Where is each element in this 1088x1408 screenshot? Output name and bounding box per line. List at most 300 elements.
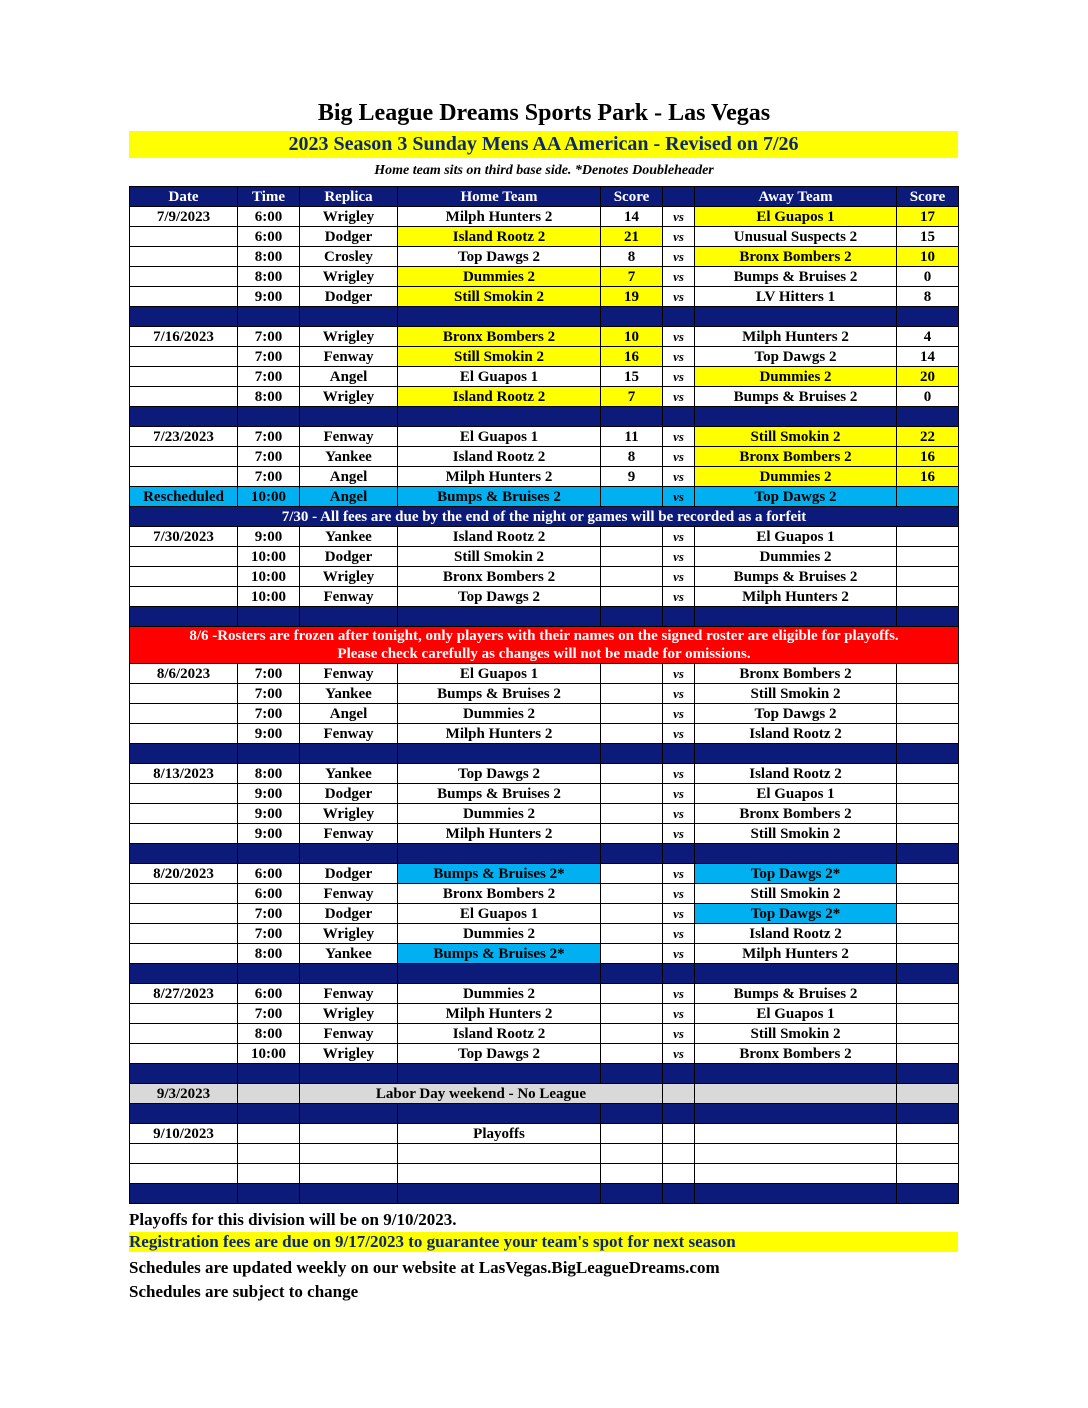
field-replica: Wrigley: [300, 924, 398, 944]
away-team: Bronx Bombers 2: [695, 247, 897, 267]
roster-alert-line: Please check carefully as changes will not be made for omissions.: [337, 646, 751, 662]
home-team: Still Smokin 2: [398, 287, 601, 307]
separator-cell: [238, 744, 300, 764]
separator-cell: [398, 407, 601, 427]
game-time: 8:00: [238, 247, 300, 267]
home-score: [601, 784, 663, 804]
game-time: 7:00: [238, 327, 300, 347]
game-time: 9:00: [238, 287, 300, 307]
game-row: [130, 684, 959, 704]
field-replica: Wrigley: [300, 804, 398, 824]
game-date: [130, 267, 238, 287]
home-score: [601, 764, 663, 784]
game-time: 6:00: [238, 227, 300, 247]
home-score: 7: [601, 267, 663, 287]
vs-cell: vs: [663, 684, 695, 704]
schedule-table: [129, 186, 959, 1204]
game-date: [130, 784, 238, 804]
home-team: Milph Hunters 2: [398, 207, 601, 227]
home-team: El Guapos 1: [398, 664, 601, 684]
home-team: Dummies 2: [398, 984, 601, 1004]
separator-cell: [695, 964, 897, 984]
field-replica: Yankee: [300, 684, 398, 704]
away-team: El Guapos 1: [695, 1004, 897, 1024]
game-date: 7/9/2023: [130, 207, 238, 227]
vs-cell: vs: [663, 267, 695, 287]
game-date: [130, 567, 238, 587]
home-score: 9: [601, 467, 663, 487]
vs-cell: vs: [663, 924, 695, 944]
separator-cell: [601, 607, 663, 627]
separator-cell: [300, 844, 398, 864]
game-row: [130, 447, 959, 467]
game-row: [130, 664, 959, 684]
home-score: [601, 527, 663, 547]
away-score: [897, 1124, 959, 1144]
game-date: 7/30/2023: [130, 527, 238, 547]
home-team: Milph Hunters 2: [398, 1004, 601, 1024]
field-replica: Fenway: [300, 884, 398, 904]
away-score: [897, 824, 959, 844]
separator-cell: [130, 964, 238, 984]
game-row: [130, 207, 959, 227]
game-time: 7:00: [238, 904, 300, 924]
away-team: Still Smokin 2: [695, 684, 897, 704]
game-date: 8/27/2023: [130, 984, 238, 1004]
footer-disclaimer: Schedules are subject to change: [129, 1282, 359, 1301]
away-team: Still Smokin 2: [695, 1024, 897, 1044]
game-time: 9:00: [238, 804, 300, 824]
field-replica: Angel: [300, 704, 398, 724]
week-separator: [130, 964, 959, 984]
fee-notice-row: [130, 507, 959, 527]
vs-cell: vs: [663, 944, 695, 964]
game-row: [130, 724, 959, 744]
separator-cell: [897, 744, 959, 764]
game-time: 10:00: [238, 487, 300, 507]
schedule-body: [130, 207, 959, 1204]
away-score: [897, 984, 959, 1004]
game-row: [130, 387, 959, 407]
game-time: 7:00: [238, 704, 300, 724]
home-score: 7: [601, 387, 663, 407]
away-team: Top Dawgs 2*: [695, 864, 897, 884]
separator-cell: [300, 307, 398, 327]
game-row: [130, 704, 959, 724]
separator-cell: [130, 607, 238, 627]
separator-cell: [601, 407, 663, 427]
game-date: [130, 1164, 238, 1184]
separator-cell: [601, 307, 663, 327]
game-time: 9:00: [238, 527, 300, 547]
away-team: Island Rootz 2: [695, 724, 897, 744]
header-replica: Replica: [300, 187, 398, 207]
away-score: 16: [897, 467, 959, 487]
away-score: [897, 764, 959, 784]
home-score: 10: [601, 327, 663, 347]
game-row: [130, 567, 959, 587]
separator-cell: [398, 1184, 601, 1204]
game-time: 7:00: [238, 467, 300, 487]
away-team: [695, 1124, 897, 1144]
header-row: [130, 187, 959, 207]
home-team: Bumps & Bruises 2: [398, 684, 601, 704]
game-row: [130, 944, 959, 964]
roster-alert-row: [130, 627, 959, 664]
game-row: [130, 984, 959, 1004]
separator-cell: [601, 844, 663, 864]
home-score: [601, 704, 663, 724]
separator-cell: [601, 964, 663, 984]
game-row: [130, 1024, 959, 1044]
home-score: 15: [601, 367, 663, 387]
home-score: [601, 924, 663, 944]
game-date: [130, 904, 238, 924]
home-team: Island Rootz 2: [398, 1024, 601, 1044]
vs-cell: vs: [663, 804, 695, 824]
home-score: [601, 724, 663, 744]
game-date: 7/16/2023: [130, 327, 238, 347]
separator-cell: [130, 1064, 238, 1084]
away-team: Still Smokin 2: [695, 884, 897, 904]
game-time: 8:00: [238, 267, 300, 287]
game-row: [130, 527, 959, 547]
field-replica: Fenway: [300, 347, 398, 367]
home-team: Bronx Bombers 2: [398, 884, 601, 904]
field-replica: Crosley: [300, 247, 398, 267]
away-team: [695, 1164, 897, 1184]
away-score: 20: [897, 367, 959, 387]
away-score: 8: [897, 287, 959, 307]
away-score: 15: [897, 227, 959, 247]
game-time: [238, 1124, 300, 1144]
separator-cell: [663, 844, 695, 864]
separator-cell: [663, 964, 695, 984]
field-replica: [300, 1144, 398, 1164]
game-row: [130, 327, 959, 347]
vs-cell: vs: [663, 227, 695, 247]
home-score: [601, 1004, 663, 1024]
header-date: Date: [130, 187, 238, 207]
vs-cell: vs: [663, 367, 695, 387]
game-row: [130, 824, 959, 844]
separator-cell: [695, 1064, 897, 1084]
separator-cell: [130, 407, 238, 427]
vs-cell: vs: [663, 884, 695, 904]
vs-cell: [663, 1084, 695, 1104]
game-time: 10:00: [238, 587, 300, 607]
away-score: [897, 1084, 959, 1104]
separator-cell: [601, 1184, 663, 1204]
away-team: Unusual Suspects 2: [695, 227, 897, 247]
game-row: [130, 764, 959, 784]
home-team: Bumps & Bruises 2: [398, 784, 601, 804]
separator-cell: [695, 1104, 897, 1124]
field-replica: Wrigley: [300, 1004, 398, 1024]
home-score: [601, 664, 663, 684]
week-separator: [130, 1184, 959, 1204]
field-replica: Fenway: [300, 427, 398, 447]
away-score: [897, 784, 959, 804]
game-row: [130, 287, 959, 307]
game-time: 7:00: [238, 447, 300, 467]
away-team: Top Dawgs 2: [695, 487, 897, 507]
header-away-team: Away Team: [695, 187, 897, 207]
game-time: 9:00: [238, 724, 300, 744]
vs-cell: vs: [663, 984, 695, 1004]
home-score: 8: [601, 247, 663, 267]
game-time: 7:00: [238, 347, 300, 367]
away-score: [897, 904, 959, 924]
away-team: Still Smokin 2: [695, 824, 897, 844]
away-team: [695, 1144, 897, 1164]
season-subtitle: 2023 Season 3 Sunday Mens AA American - Revised on 7/26: [129, 131, 958, 158]
game-time: 7:00: [238, 427, 300, 447]
field-replica: Fenway: [300, 664, 398, 684]
field-replica: Dodger: [300, 904, 398, 924]
separator-cell: [897, 1104, 959, 1124]
away-score: 0: [897, 387, 959, 407]
separator-cell: [695, 307, 897, 327]
game-row: [130, 227, 959, 247]
separator-cell: [663, 744, 695, 764]
separator-cell: [238, 1104, 300, 1124]
away-team: LV Hitters 1: [695, 287, 897, 307]
separator-cell: [663, 407, 695, 427]
separator-cell: [897, 407, 959, 427]
home-team: Top Dawgs 2: [398, 764, 601, 784]
separator-cell: [300, 964, 398, 984]
fee-notice: 7/30 - All fees are due by the end of the night or games will be recorded as a forfeit: [130, 507, 959, 527]
away-team: Bumps & Bruises 2: [695, 567, 897, 587]
away-team: Bronx Bombers 2: [695, 447, 897, 467]
home-team: Bronx Bombers 2: [398, 327, 601, 347]
week-separator: [130, 744, 959, 764]
separator-cell: [398, 307, 601, 327]
separator-cell: [695, 844, 897, 864]
home-team: [398, 1144, 601, 1164]
game-row: [130, 924, 959, 944]
game-time: 8:00: [238, 764, 300, 784]
game-row: [130, 427, 959, 447]
game-time: [238, 1084, 300, 1104]
separator-cell: [398, 1104, 601, 1124]
separator-cell: [238, 1064, 300, 1084]
game-time: 9:00: [238, 824, 300, 844]
home-score: [601, 684, 663, 704]
home-team: Playoffs: [398, 1124, 601, 1144]
game-date: [130, 1024, 238, 1044]
game-date: [130, 924, 238, 944]
roster-alert: [130, 627, 959, 664]
field-replica: Wrigley: [300, 327, 398, 347]
vs-cell: vs: [663, 567, 695, 587]
away-team: Bumps & Bruises 2: [695, 267, 897, 287]
away-score: [897, 1144, 959, 1164]
home-team: Island Rootz 2: [398, 527, 601, 547]
away-score: [897, 547, 959, 567]
home-team: Bumps & Bruises 2*: [398, 944, 601, 964]
game-time: 6:00: [238, 984, 300, 1004]
header-home-score: Score: [601, 187, 663, 207]
header-home-team: Home Team: [398, 187, 601, 207]
separator-cell: [238, 964, 300, 984]
home-score: [601, 984, 663, 1004]
away-score: [897, 664, 959, 684]
game-date: [130, 247, 238, 267]
away-score: [897, 567, 959, 587]
field-replica: Yankee: [300, 764, 398, 784]
separator-cell: [897, 844, 959, 864]
game-date: [130, 287, 238, 307]
home-team: Island Rootz 2: [398, 227, 601, 247]
vs-cell: vs: [663, 1024, 695, 1044]
away-team: El Guapos 1: [695, 527, 897, 547]
vs-cell: vs: [663, 864, 695, 884]
field-replica: Yankee: [300, 447, 398, 467]
game-date: [130, 1044, 238, 1064]
game-row: [130, 1144, 959, 1164]
game-date: [130, 684, 238, 704]
game-row: [130, 587, 959, 607]
away-score: 14: [897, 347, 959, 367]
vs-cell: vs: [663, 387, 695, 407]
away-score: [897, 527, 959, 547]
home-team-note: Home team sits on third base side. *Denotes Doubleheader: [374, 163, 714, 178]
vs-cell: vs: [663, 427, 695, 447]
away-score: 16: [897, 447, 959, 467]
separator-cell: [663, 1184, 695, 1204]
field-replica: [300, 1124, 398, 1144]
header-time: Time: [238, 187, 300, 207]
home-score: 21: [601, 227, 663, 247]
field-replica: Angel: [300, 367, 398, 387]
game-time: [238, 1144, 300, 1164]
game-date: [130, 347, 238, 367]
game-date: [130, 467, 238, 487]
separator-cell: [695, 607, 897, 627]
game-row: [130, 904, 959, 924]
game-date: [130, 227, 238, 247]
away-score: [897, 924, 959, 944]
game-time: 7:00: [238, 664, 300, 684]
away-score: [897, 704, 959, 724]
week-separator: [130, 407, 959, 427]
game-date: Rescheduled: [130, 487, 238, 507]
away-team: Top Dawgs 2: [695, 704, 897, 724]
home-team: El Guapos 1: [398, 904, 601, 924]
field-replica: Fenway: [300, 1024, 398, 1044]
field-replica: Angel: [300, 487, 398, 507]
away-score: 17: [897, 207, 959, 227]
home-team: Top Dawgs 2: [398, 247, 601, 267]
header-away-score: Score: [897, 187, 959, 207]
home-team: Bumps & Bruises 2*: [398, 864, 601, 884]
home-team: [398, 1164, 601, 1184]
separator-cell: [238, 407, 300, 427]
home-score: [601, 587, 663, 607]
separator-cell: [897, 307, 959, 327]
game-row: [130, 467, 959, 487]
separator-cell: [663, 1064, 695, 1084]
away-team: El Guapos 1: [695, 784, 897, 804]
field-replica: Wrigley: [300, 387, 398, 407]
game-date: 7/23/2023: [130, 427, 238, 447]
away-team: Still Smokin 2: [695, 427, 897, 447]
away-score: [897, 804, 959, 824]
separator-cell: [601, 1104, 663, 1124]
game-date: 9/10/2023: [130, 1124, 238, 1144]
vs-cell: [663, 1124, 695, 1144]
home-score: 14: [601, 207, 663, 227]
separator-cell: [300, 607, 398, 627]
separator-cell: [398, 1064, 601, 1084]
away-score: 0: [897, 267, 959, 287]
field-replica: Fenway: [300, 984, 398, 1004]
away-team: Bumps & Bruises 2: [695, 984, 897, 1004]
game-time: [238, 1164, 300, 1184]
separator-cell: [300, 1104, 398, 1124]
home-team: Dummies 2: [398, 704, 601, 724]
away-team: Bronx Bombers 2: [695, 804, 897, 824]
field-replica: Yankee: [300, 944, 398, 964]
home-score: [601, 904, 663, 924]
game-date: 8/6/2023: [130, 664, 238, 684]
separator-cell: [398, 607, 601, 627]
separator-cell: [300, 744, 398, 764]
home-score: [601, 1164, 663, 1184]
away-team: Dummies 2: [695, 547, 897, 567]
vs-cell: vs: [663, 447, 695, 467]
home-team: Milph Hunters 2: [398, 824, 601, 844]
game-date: [130, 824, 238, 844]
separator-cell: [300, 1064, 398, 1084]
vs-cell: vs: [663, 1004, 695, 1024]
separator-cell: [663, 1104, 695, 1124]
separator-cell: [897, 1064, 959, 1084]
game-time: 6:00: [238, 207, 300, 227]
home-team: Still Smokin 2: [398, 347, 601, 367]
home-score: 19: [601, 287, 663, 307]
game-date: 8/20/2023: [130, 864, 238, 884]
separator-cell: [130, 307, 238, 327]
separator-cell: [695, 744, 897, 764]
home-score: 8: [601, 447, 663, 467]
vs-cell: vs: [663, 347, 695, 367]
footer-playoffs: Playoffs for this division will be on 9/10/2023.: [129, 1210, 457, 1229]
field-replica: [300, 1164, 398, 1184]
no-league-row: [130, 1084, 959, 1104]
vs-cell: vs: [663, 247, 695, 267]
vs-cell: vs: [663, 287, 695, 307]
away-team: Top Dawgs 2: [695, 347, 897, 367]
away-team: Island Rootz 2: [695, 924, 897, 944]
away-team: [695, 1084, 897, 1104]
separator-cell: [398, 744, 601, 764]
home-team: Bronx Bombers 2: [398, 567, 601, 587]
game-time: 8:00: [238, 387, 300, 407]
field-replica: Dodger: [300, 547, 398, 567]
game-date: 9/3/2023: [130, 1084, 238, 1104]
game-date: [130, 884, 238, 904]
game-date: [130, 587, 238, 607]
field-replica: Fenway: [300, 724, 398, 744]
game-row: [130, 884, 959, 904]
home-score: [601, 804, 663, 824]
away-score: [897, 1044, 959, 1064]
field-replica: Wrigley: [300, 267, 398, 287]
field-replica: Wrigley: [300, 567, 398, 587]
